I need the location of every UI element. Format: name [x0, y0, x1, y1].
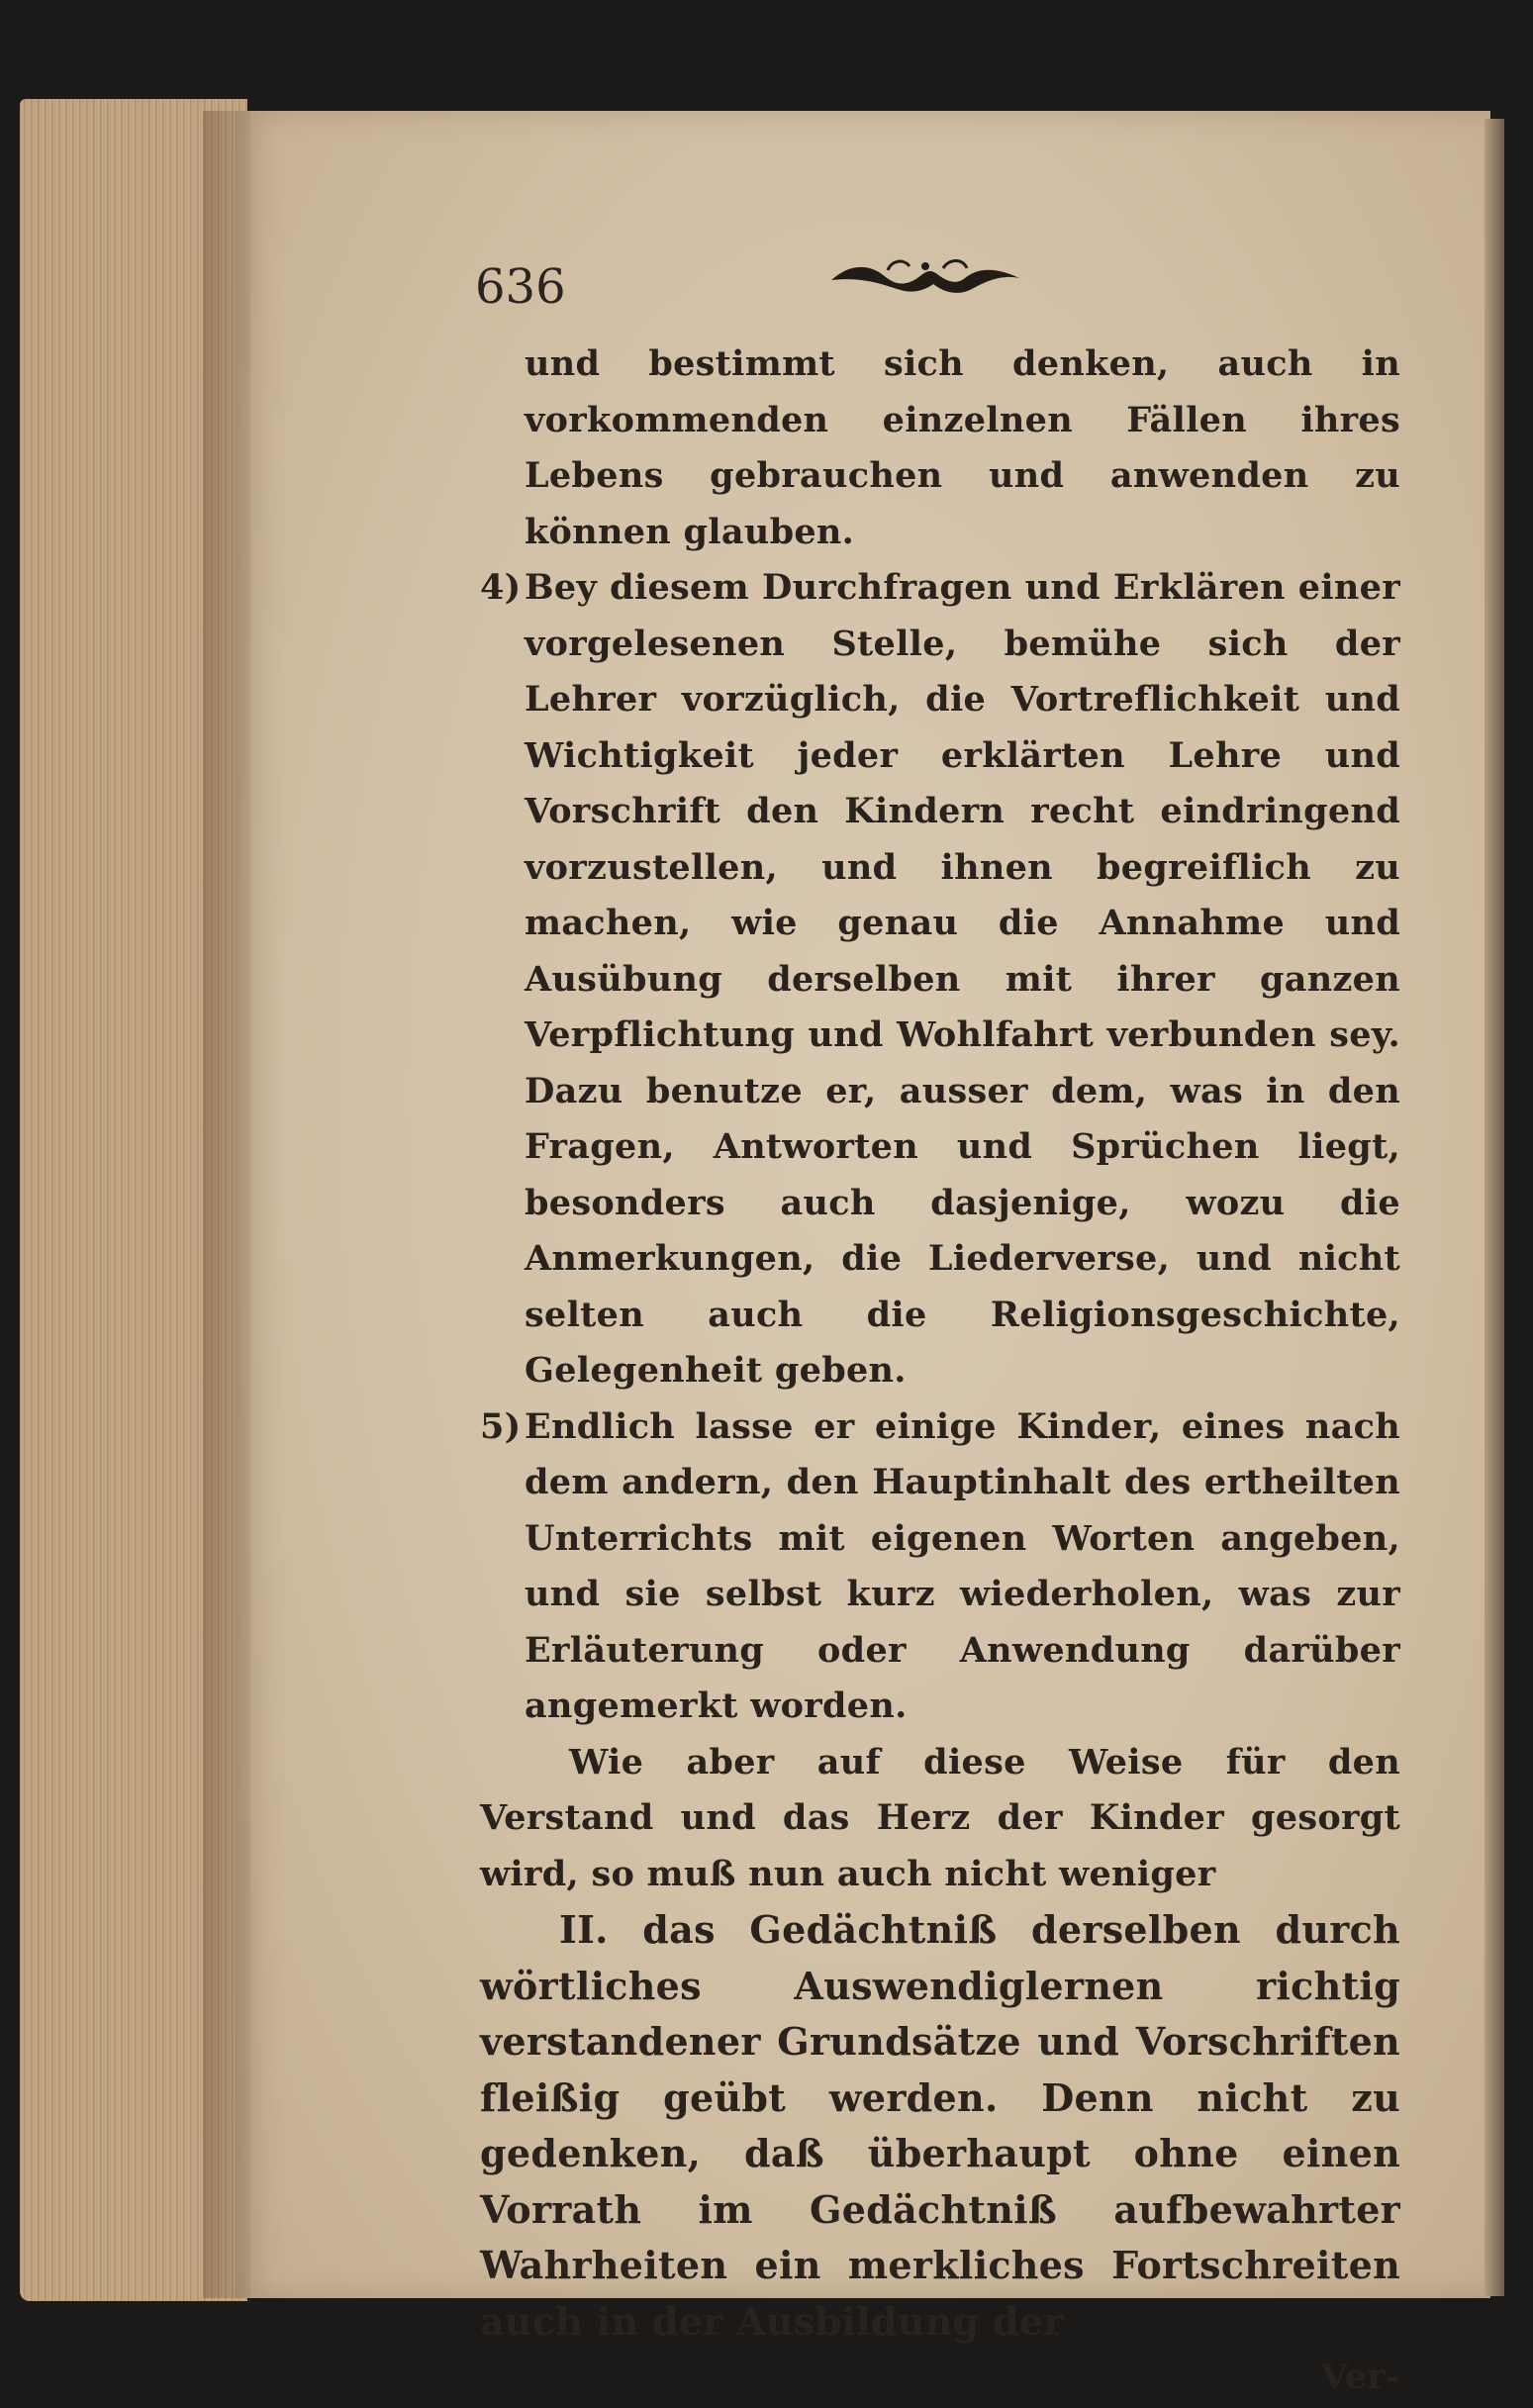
page-right-edge — [1485, 119, 1504, 2296]
item-text: Bey diesem Durchfragen und Erklären einer vorgelesenen Stelle, bemühe sich der Lehrer vorzüglich, die Vortreflichkeit und Wichtigkeit jeder erklärten Lehre und Vorschrift den Kindern recht eindringend vorzustellen, und ihnen begreiflich zu machen, wie genau die Annahme und Ausübung derselben mit ihrer ganzen Verpflichtung und Wohlfahrt verbunden sey. Dazu benutze er, ausser dem, was in den Fragen, Antworten und Sprüchen liegt, besonders auch dasjenige, wozu die Anmerkungen, die Liederverse, und nicht selten auch die Religionsgeschichte, Gelegenheit geben. — [525, 567, 1400, 1391]
section-paragraph: II. das Gedächtniß derselben durch wörtliches Auswendiglernen richtig verstandener Grundsätze und Vorschriften fleißig geübt werden. Denn nicht zu gedenken, daß überhaupt ohne einen Vorrath im Gedächtniß aufbewahrter Wahrheiten ein merkliches Fortschreiten auch in der Ausbildung der — [480, 1907, 1400, 2344]
gutter-shadow — [203, 111, 250, 2298]
continuation-paragraph: und bestimmt sich denken, auch in vorkommenden einzelnen Fällen ihres Lebens gebrauchen und anwenden zu können glauben. — [525, 343, 1400, 552]
page-number: 636 — [475, 259, 566, 315]
item-text: Endlich lasse er einige Kinder, eines nach dem andern, den Hauptinhalt des ertheilten Unterrichts mit eigenen Worten angeben, und sie selbst kurz wiederholen, was zur Erläuterung oder Anwendung darüber angemerkt worden. — [525, 1405, 1400, 1726]
list-item — [480, 1399, 1400, 1735]
body-paragraph: Wie aber auf diese Weise für den Verstand und das Herz der Kinder gesorgt wird, so muß nun auch nicht weniger — [480, 1741, 1400, 1894]
page-text — [480, 337, 1400, 2406]
decorative-vignette-icon — [826, 252, 1024, 302]
item-number: 4) — [480, 567, 522, 608]
catchword: Ver- — [1320, 2357, 1400, 2397]
item-number: 5) — [480, 1405, 522, 1447]
list-item — [480, 560, 1400, 1399]
